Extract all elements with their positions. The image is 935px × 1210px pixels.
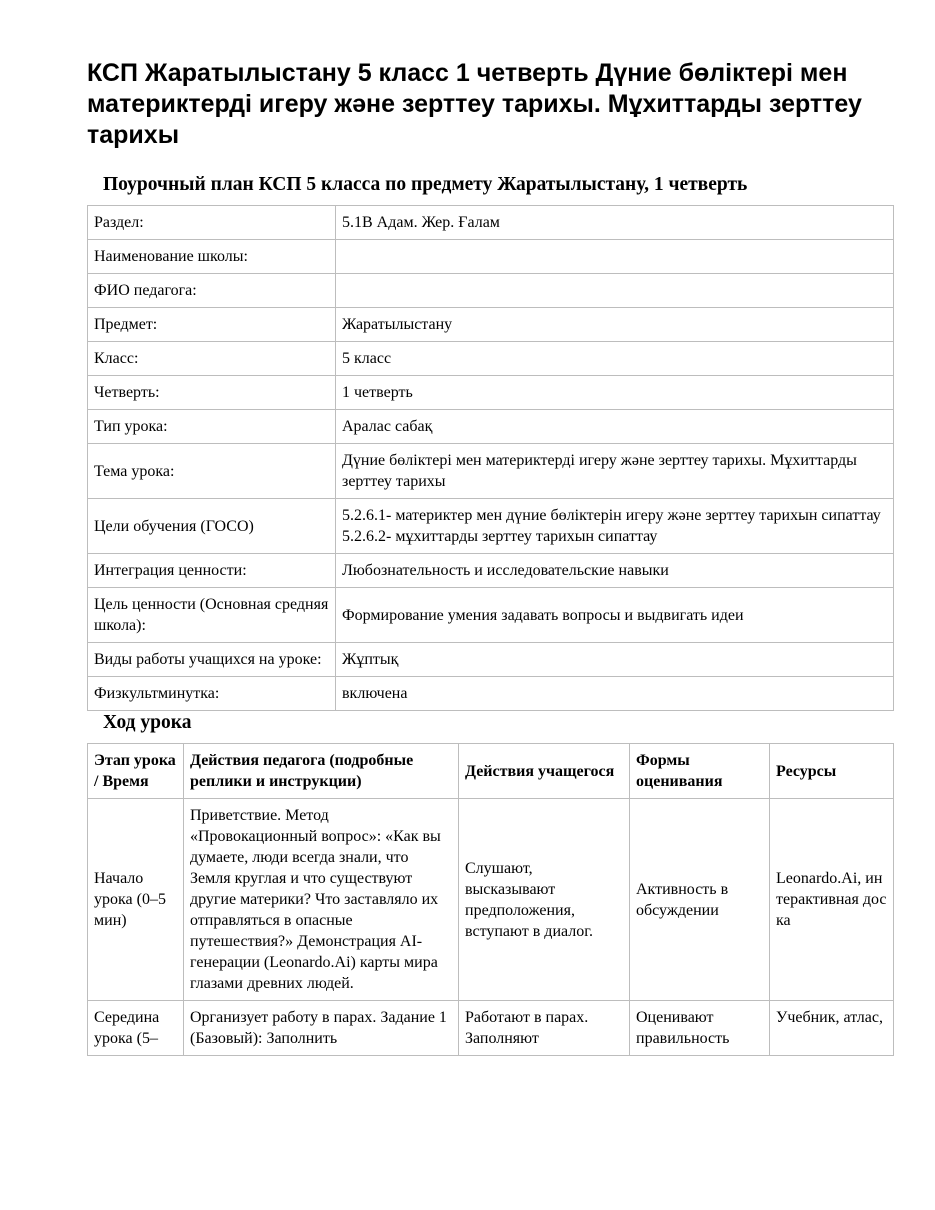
info-value: Жаратылыстану <box>336 308 894 342</box>
plan-heading: Поурочный план КСП 5 класса по предмету Жаратылыстану, 1 четверть <box>103 174 748 195</box>
info-label: Цель ценности (Основная средняя школа): <box>88 588 336 643</box>
info-label: Наименование школы: <box>88 240 336 274</box>
info-label: Класс: <box>88 342 336 376</box>
assessment-cell: Оценивают правильность <box>630 1001 770 1056</box>
resources-cell: Leonardo.Ai, интерактивная доска <box>770 799 894 1001</box>
table-row <box>88 643 894 677</box>
info-value: Аралас сабақ <box>336 410 894 444</box>
resources-cell: Учебник, атлас, <box>770 1001 894 1056</box>
info-label: Раздел: <box>88 206 336 240</box>
info-value <box>336 240 894 274</box>
table-row <box>88 588 894 643</box>
info-value: 5 класс <box>336 342 894 376</box>
info-value: Любознательность и исследовательские навыки <box>336 554 894 588</box>
student-actions-cell: Работают в парах. Заполняют <box>459 1001 630 1056</box>
teacher-actions-cell: Приветствие. Метод «Провокационный вопрос»: «Как вы думаете, люди всегда знали, что Земля круглая и что существуют другие материки? Что заставляло их отправляться в опасные путешествия?» Демонстрация AI-генерации (Leonardo.Ai) карты мира глазами древних людей. <box>184 799 459 1001</box>
info-label: Тип урока: <box>88 410 336 444</box>
info-value: 1 четверть <box>336 376 894 410</box>
column-header-stage: Этап урока / Время <box>88 744 184 799</box>
document-page <box>87 58 893 1056</box>
table-row <box>88 206 894 240</box>
info-value: 5.1В Адам. Жер. Ғалам <box>336 206 894 240</box>
info-value: Формирование умения задавать вопросы и выдвигать идеи <box>336 588 894 643</box>
table-row <box>88 274 894 308</box>
table-row <box>88 342 894 376</box>
table-header-row <box>88 744 894 799</box>
lesson-info-table <box>87 205 894 711</box>
info-label: Тема урока: <box>88 444 336 499</box>
info-value: включена <box>336 677 894 711</box>
assessment-cell: Активность в обсуждении <box>630 799 770 1001</box>
table-row <box>88 240 894 274</box>
document-title: КСП Жаратылыстану 5 класс 1 четверть Дүние бөліктері мен материктерді игеру және зерттеу тарихы. Мұхиттарды зерттеу тарихы <box>87 59 862 149</box>
info-value: Жұптық <box>336 643 894 677</box>
column-header-resources: Ресурсы <box>770 744 894 799</box>
column-header-assessment: Формы оценивания <box>630 744 770 799</box>
column-header-teacher-actions: Действия педагога (подробные реплики и инструкции) <box>184 744 459 799</box>
lesson-flow-heading: Ход урока <box>103 712 192 733</box>
table-row <box>88 1001 894 1056</box>
table-row <box>88 410 894 444</box>
table-row <box>88 677 894 711</box>
info-value <box>336 274 894 308</box>
info-label: Физкультминутка: <box>88 677 336 711</box>
table-row <box>88 308 894 342</box>
table-row <box>88 554 894 588</box>
info-label: Интеграция ценности: <box>88 554 336 588</box>
info-label: Четверть: <box>88 376 336 410</box>
info-value: 5.2.6.1- материктер мен дүние бөліктерін игеру және зерттеу тарихын сипаттау 5.2.6.2- мұхиттарды зерттеу тарихын сипаттау <box>336 499 894 554</box>
info-value: Дүние бөліктері мен материктерді игеру және зерттеу тарихы. Мұхиттарды зерттеу тарихы <box>336 444 894 499</box>
stage-cell: Середина урока (5– <box>88 1001 184 1056</box>
student-actions-cell: Слушают, высказывают предположения, вступают в диалог. <box>459 799 630 1001</box>
stage-cell: Начало урока (0–5 мин) <box>88 799 184 1001</box>
table-row <box>88 444 894 499</box>
info-label: Виды работы учащихся на уроке: <box>88 643 336 677</box>
teacher-actions-cell: Организует работу в парах. Задание 1 (Базовый): Заполнить <box>184 1001 459 1056</box>
column-header-student-actions: Действия учащегося <box>459 744 630 799</box>
info-label: Цели обучения (ГОСО) <box>88 499 336 554</box>
info-label: Предмет: <box>88 308 336 342</box>
table-row <box>88 499 894 554</box>
info-label: ФИО педагога: <box>88 274 336 308</box>
table-row <box>88 376 894 410</box>
table-row <box>88 799 894 1001</box>
lesson-flow-table <box>87 743 894 1056</box>
